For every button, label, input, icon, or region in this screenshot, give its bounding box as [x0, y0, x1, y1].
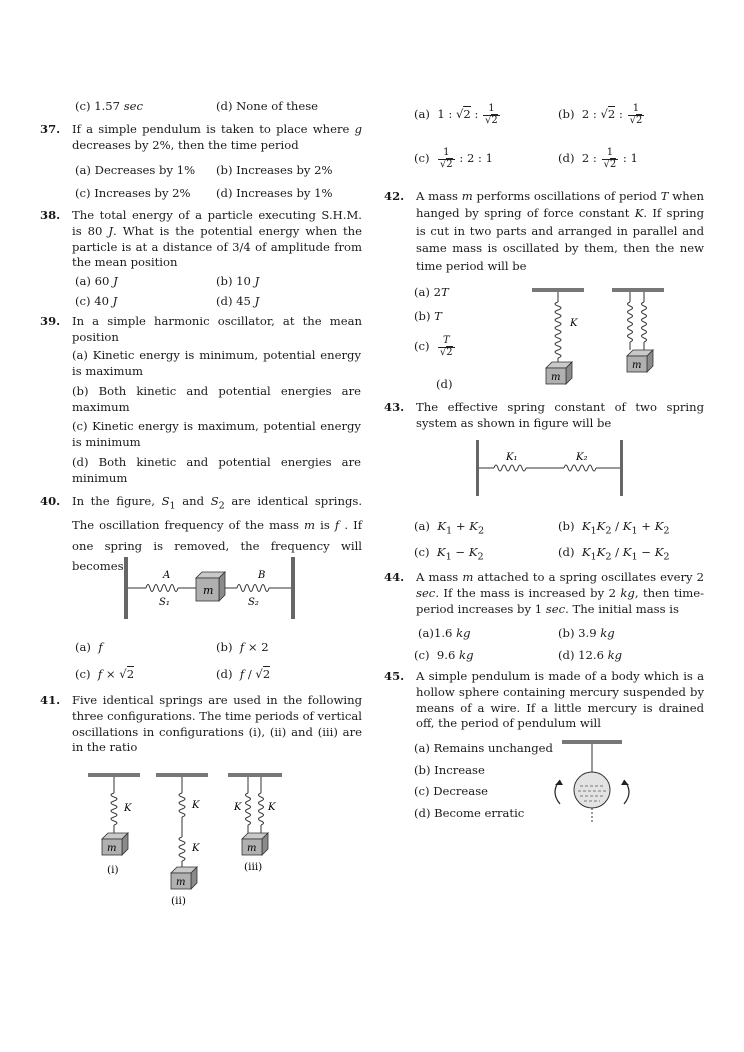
q44-option-a: (a)1.6 kg	[418, 626, 471, 640]
q45-option-c: (c) Decrease	[414, 784, 489, 798]
label-s1: S₁	[159, 597, 170, 608]
q45-option-b: (b) Increase	[414, 763, 485, 777]
q37-option-a: (a) Decreases by 1%	[75, 163, 196, 177]
label-k: K	[124, 803, 132, 814]
question-number: 44.	[384, 570, 405, 584]
question-text: A mass m attached to a spring oscillates every 2 sec. If the mass is increased by 2 kg, then time-period increases by 1 sec. The initial mass is	[416, 570, 704, 616]
q39-option-c: (c) Kinetic energy is maximum, potential energy is minimum	[72, 419, 361, 449]
label-k: K	[192, 843, 200, 854]
question-44	[384, 570, 704, 617]
question-text: Five identical springs are used in the following three configurations. The time periods of vertical oscillations in configurations (i), (ii) and (iii) are in the ratio	[72, 693, 362, 755]
q37-option-d: (d) Increases by 1%	[216, 186, 333, 200]
q45-option-d: (d) Become erratic	[414, 806, 525, 820]
question-number: 37.	[40, 122, 61, 136]
q41-option-b: (b) 2 : √2 : $\frac{1}{√2}$	[558, 103, 643, 126]
question-number: 43.	[384, 400, 405, 414]
question-number: 41.	[40, 693, 61, 707]
question-42	[384, 188, 704, 275]
question-number: 39.	[40, 314, 61, 328]
q37-option-b: (b) Increases by 2%	[216, 163, 333, 177]
q44-option-c: (c) 9.6 kg	[414, 648, 474, 662]
question-text: In a simple harmonic oscillator, at the mean position	[72, 314, 362, 344]
mass-label: m	[632, 360, 642, 371]
q44-option-d: (d) 12.6 kg	[558, 648, 623, 662]
q42-spring-figure	[532, 288, 672, 388]
mass-label: m	[203, 584, 214, 597]
label-iii: (iii)	[244, 861, 263, 873]
label-i: (i)	[107, 864, 119, 876]
q40-option-b: (b) f × 2	[216, 640, 269, 654]
question-number: 38.	[40, 208, 61, 222]
q41-spring-configurations	[88, 773, 338, 908]
mass-label: m	[247, 843, 257, 854]
question-45	[384, 669, 704, 732]
q42-option-b: (b) T	[414, 309, 442, 323]
q40-option-a: (a) f	[75, 640, 103, 654]
label-k2: K₂	[576, 452, 588, 463]
question-text: If a simple pendulum is taken to place where g decreases by 2%, then the time period	[72, 122, 362, 152]
q40-option-d: (d) f / √2	[216, 667, 271, 681]
mass-label: m	[176, 877, 186, 888]
q38-option-d: (d) 45 J	[216, 294, 260, 308]
q36-option-c: (c) 1.57 sec	[75, 99, 144, 113]
q40-spring-figure	[124, 555, 296, 623]
question-number: 42.	[384, 189, 405, 203]
q43-series-spring-figure	[476, 440, 626, 498]
question-text: The effective spring constant of two spring system as shown in figure will be	[416, 400, 704, 430]
question-text: A mass m performs oscillations of period T when hanged by spring of force constant K. If spring is cut in two parts and arranged in parallel and same mass is oscillated by them, then the new time period will be	[416, 189, 705, 273]
mass-label: m	[551, 372, 561, 383]
q39-option-d: (d) Both kinetic and potential energies are minimum	[72, 455, 361, 485]
question-41	[40, 693, 362, 756]
q45-pendulum-figure	[546, 740, 636, 824]
label-k1: K₁	[506, 452, 518, 463]
q41-option-d: (d) 2 : $\frac{1}{√2}$ : 1	[558, 147, 638, 170]
q42-option-c: (c) $\frac{T}{√2}$	[414, 335, 453, 358]
question-number: 40.	[40, 494, 61, 508]
q37-option-c: (c) Increases by 2%	[75, 186, 191, 200]
label-b: B	[258, 570, 266, 581]
label-k: K	[234, 802, 242, 813]
q40-option-c: (c) f × √2	[75, 667, 135, 681]
label-k: K	[268, 802, 276, 813]
question-37	[40, 122, 362, 154]
q38-option-b: (b) 10 J	[216, 274, 260, 288]
q39-option-b: (b) Both kinetic and potential energies are maximum	[72, 384, 361, 414]
q43-option-c: (c) $K_1 - K_2$	[414, 545, 484, 563]
q42-option-d: (d)	[436, 377, 453, 391]
question-text: In the figure, $S_1$ and $S_2$ are identical springs. The oscillation frequency of the mass m is f . If one spring is removed, the frequency will becomes	[72, 494, 362, 573]
question-43	[384, 400, 704, 432]
label-s2: S₂	[248, 597, 259, 608]
q38-option-c: (c) 40 J	[75, 294, 118, 308]
label-k: K	[570, 318, 578, 329]
question-38	[40, 208, 362, 271]
mass-label: m	[107, 843, 117, 854]
q39-option-a: (a) Kinetic energy is minimum, potential energy is maximum	[72, 348, 361, 378]
question-text: A simple pendulum is made of a body which is a hollow sphere containing mercury suspended by means of a wire. If a little mercury is drained off, the period of pendulum will	[416, 669, 704, 731]
question-number: 45.	[384, 669, 405, 683]
label-a: A	[163, 570, 171, 581]
label-ii: (ii)	[171, 895, 186, 907]
q36-option-d: (d) None of these	[216, 99, 319, 113]
q45-option-a: (a) Remains unchanged	[414, 741, 553, 755]
q43-option-a: (a) $K_1 + K_2$	[414, 519, 485, 537]
q44-option-b: (b) 3.9 kg	[558, 626, 615, 640]
q43-option-d: (d) $K_1K_2 / K_1 - K_2$	[558, 545, 670, 563]
question-text: The total energy of a particle executing S.H.M. is 80 J. What is the potential energy when the particle is at a distance of 3/4 of amplitude from the mean position	[72, 208, 363, 270]
q42-option-a: (a) 2T	[414, 285, 449, 299]
q38-option-a: (a) 60 J	[75, 274, 118, 288]
q41-option-a: (a) 1 : √2 : $\frac{1}{√2}$	[414, 103, 498, 126]
label-k: K	[192, 800, 200, 811]
question-39	[40, 314, 362, 346]
q41-option-c: (c) $\frac{1}{√2}$ : 2 : 1	[414, 147, 493, 170]
q43-option-b: (b) $K_1K_2 / K_1 + K_2$	[558, 519, 670, 537]
